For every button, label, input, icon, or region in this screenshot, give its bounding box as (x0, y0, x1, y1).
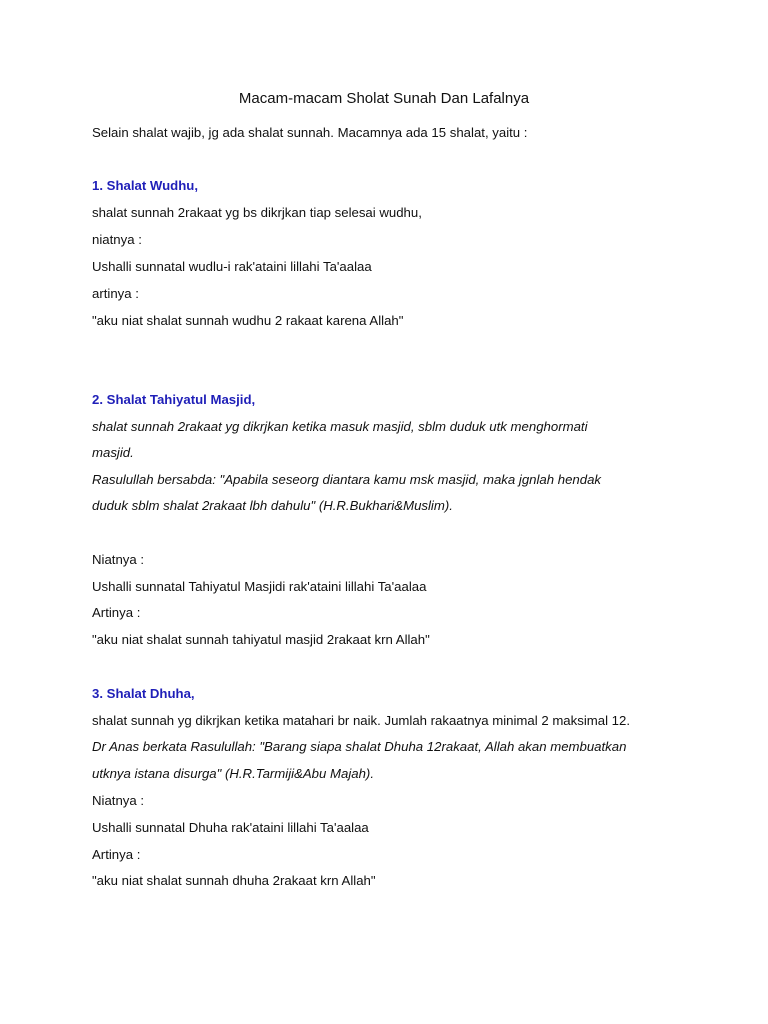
section-2-description-line-1: shalat sunnah 2rakaat yg dikrjkan ketika masuk masjid, sblm duduk utk menghormati (92, 419, 588, 434)
section-1-artinya-label: artinya : (92, 286, 139, 301)
section-3-description: shalat sunnah yg dikrjkan ketika matahari br naik. Jumlah rakaatnya minimal 2 maksimal 12. (92, 713, 631, 728)
section-2-hadith-line-1: Rasulullah bersabda: "Apabila seseorg diantara kamu msk masjid, maka jgnlah hendak (92, 472, 602, 487)
section-3-artinya-label: Artinya : (92, 847, 141, 862)
section-2-heading: 2. Shalat Tahiyatul Masjid, (92, 392, 256, 407)
section-3-heading: 3. Shalat Dhuha, (92, 686, 195, 701)
document-title: Macam-macam Sholat Sunah Dan Lafalnya (238, 90, 530, 107)
section-1-artinya-text: "aku niat shalat sunnah wudhu 2 rakaat karena Allah" (92, 313, 404, 328)
intro-paragraph: Selain shalat wajib, jg ada shalat sunnah. Macamnya ada 15 shalat, yaitu : (92, 125, 528, 140)
section-2-artinya-label: Artinya : (92, 605, 141, 620)
section-3-niat-text: Ushalli sunnatal Dhuha rak'ataini lillahi Ta'aalaa (92, 820, 369, 835)
section-2-artinya-text: "aku niat shalat sunnah tahiyatul masjid 2rakaat krn Allah" (92, 632, 430, 647)
section-3-niat-label: Niatnya : (92, 793, 145, 808)
section-1-description: shalat sunnah 2rakaat yg bs dikrjkan tiap selesai wudhu, (92, 205, 422, 220)
section-1-heading: 1. Shalat Wudhu, (92, 178, 198, 193)
section-2-niat-label: Niatnya : (92, 552, 145, 567)
section-1-niat-text: Ushalli sunnatal wudlu-i rak'ataini lillahi Ta'aalaa (92, 259, 372, 274)
section-2-niat-text: Ushalli sunnatal Tahiyatul Masjidi rak'ataini lillahi Ta'aalaa (92, 579, 427, 594)
section-3-hadith-line-1: Dr Anas berkata Rasulullah: "Barang siapa shalat Dhuha 12rakaat, Allah akan membuatkan (92, 739, 627, 754)
section-3-hadith-line-2: utknya istana disurga" (H.R.Tarmiji&Abu Majah). (92, 766, 374, 781)
section-2-hadith-line-2: duduk sblm shalat 2rakaat lbh dahulu" (H.R.Bukhari&Muslim). (92, 498, 453, 513)
section-2-description-line-2: masjid. (92, 445, 134, 460)
section-1-niat-label: niatnya : (92, 232, 142, 247)
section-3-artinya-text: "aku niat shalat sunnah dhuha 2rakaat krn Allah" (92, 873, 376, 888)
